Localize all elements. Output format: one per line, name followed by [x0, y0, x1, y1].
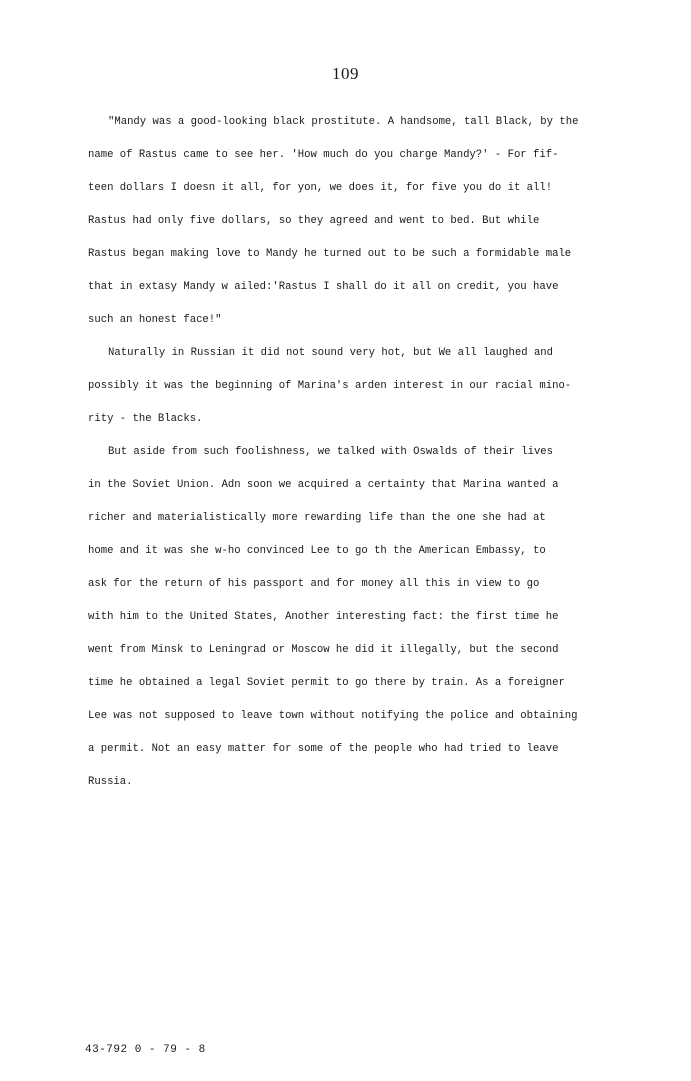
text-line: Russia.	[88, 776, 133, 788]
text-line: Lee was not supposed to leave town without notifying the police and obtaining	[88, 710, 578, 722]
text-line: with him to the United States, Another interesting fact: the first time he	[88, 611, 559, 623]
text-line: time he obtained a legal Soviet permit to go there by train. As a foreigner	[88, 677, 565, 689]
text-line: teen dollars I doesn it all, for yon, we does it, for five you do it all!	[88, 182, 553, 194]
body-text	[88, 106, 600, 799]
text-line: ask for the return of his passport and for money all this in view to go	[88, 578, 540, 590]
text-line: "Mandy was a good-looking black prostitute. A handsome, tall Black, by the	[108, 116, 579, 128]
text-line: name of Rastus came to see her. 'How much do you charge Mandy?' - For fif-	[88, 149, 559, 161]
text-line: possibly it was the beginning of Marina's arden interest in our racial mino-	[88, 380, 572, 392]
text-line: Naturally in Russian it did not sound very hot, but We all laughed and	[108, 347, 554, 359]
footer-code: 43-792 0 - 79 - 8	[85, 1044, 206, 1056]
text-line: a permit. Not an easy matter for some of the people who had tried to leave	[88, 743, 559, 755]
page-number: 109	[332, 64, 359, 83]
text-line: But aside from such foolishness, we talked with Oswalds of their lives	[108, 446, 554, 458]
text-line: that in extasy Mandy w ailed:'Rastus I shall do it all on credit, you have	[88, 281, 559, 293]
text-line: went from Minsk to Leningrad or Moscow he did it illegally, but the second	[88, 644, 559, 656]
text-line: such an honest face!"	[88, 314, 222, 326]
text-line: Rastus began making love to Mandy he turned out to be such a formidable male	[88, 248, 572, 260]
text-line: in the Soviet Union. Adn soon we acquired a certainty that Marina wanted a	[88, 479, 559, 491]
text-line: Rastus had only five dollars, so they agreed and went to bed. But while	[88, 215, 540, 227]
text-line: richer and materialistically more rewarding life than the one she had at	[88, 512, 546, 524]
text-line: rity - the Blacks.	[88, 413, 203, 425]
text-line: home and it was she w-ho convinced Lee to go th the American Embassy, to	[88, 545, 546, 557]
